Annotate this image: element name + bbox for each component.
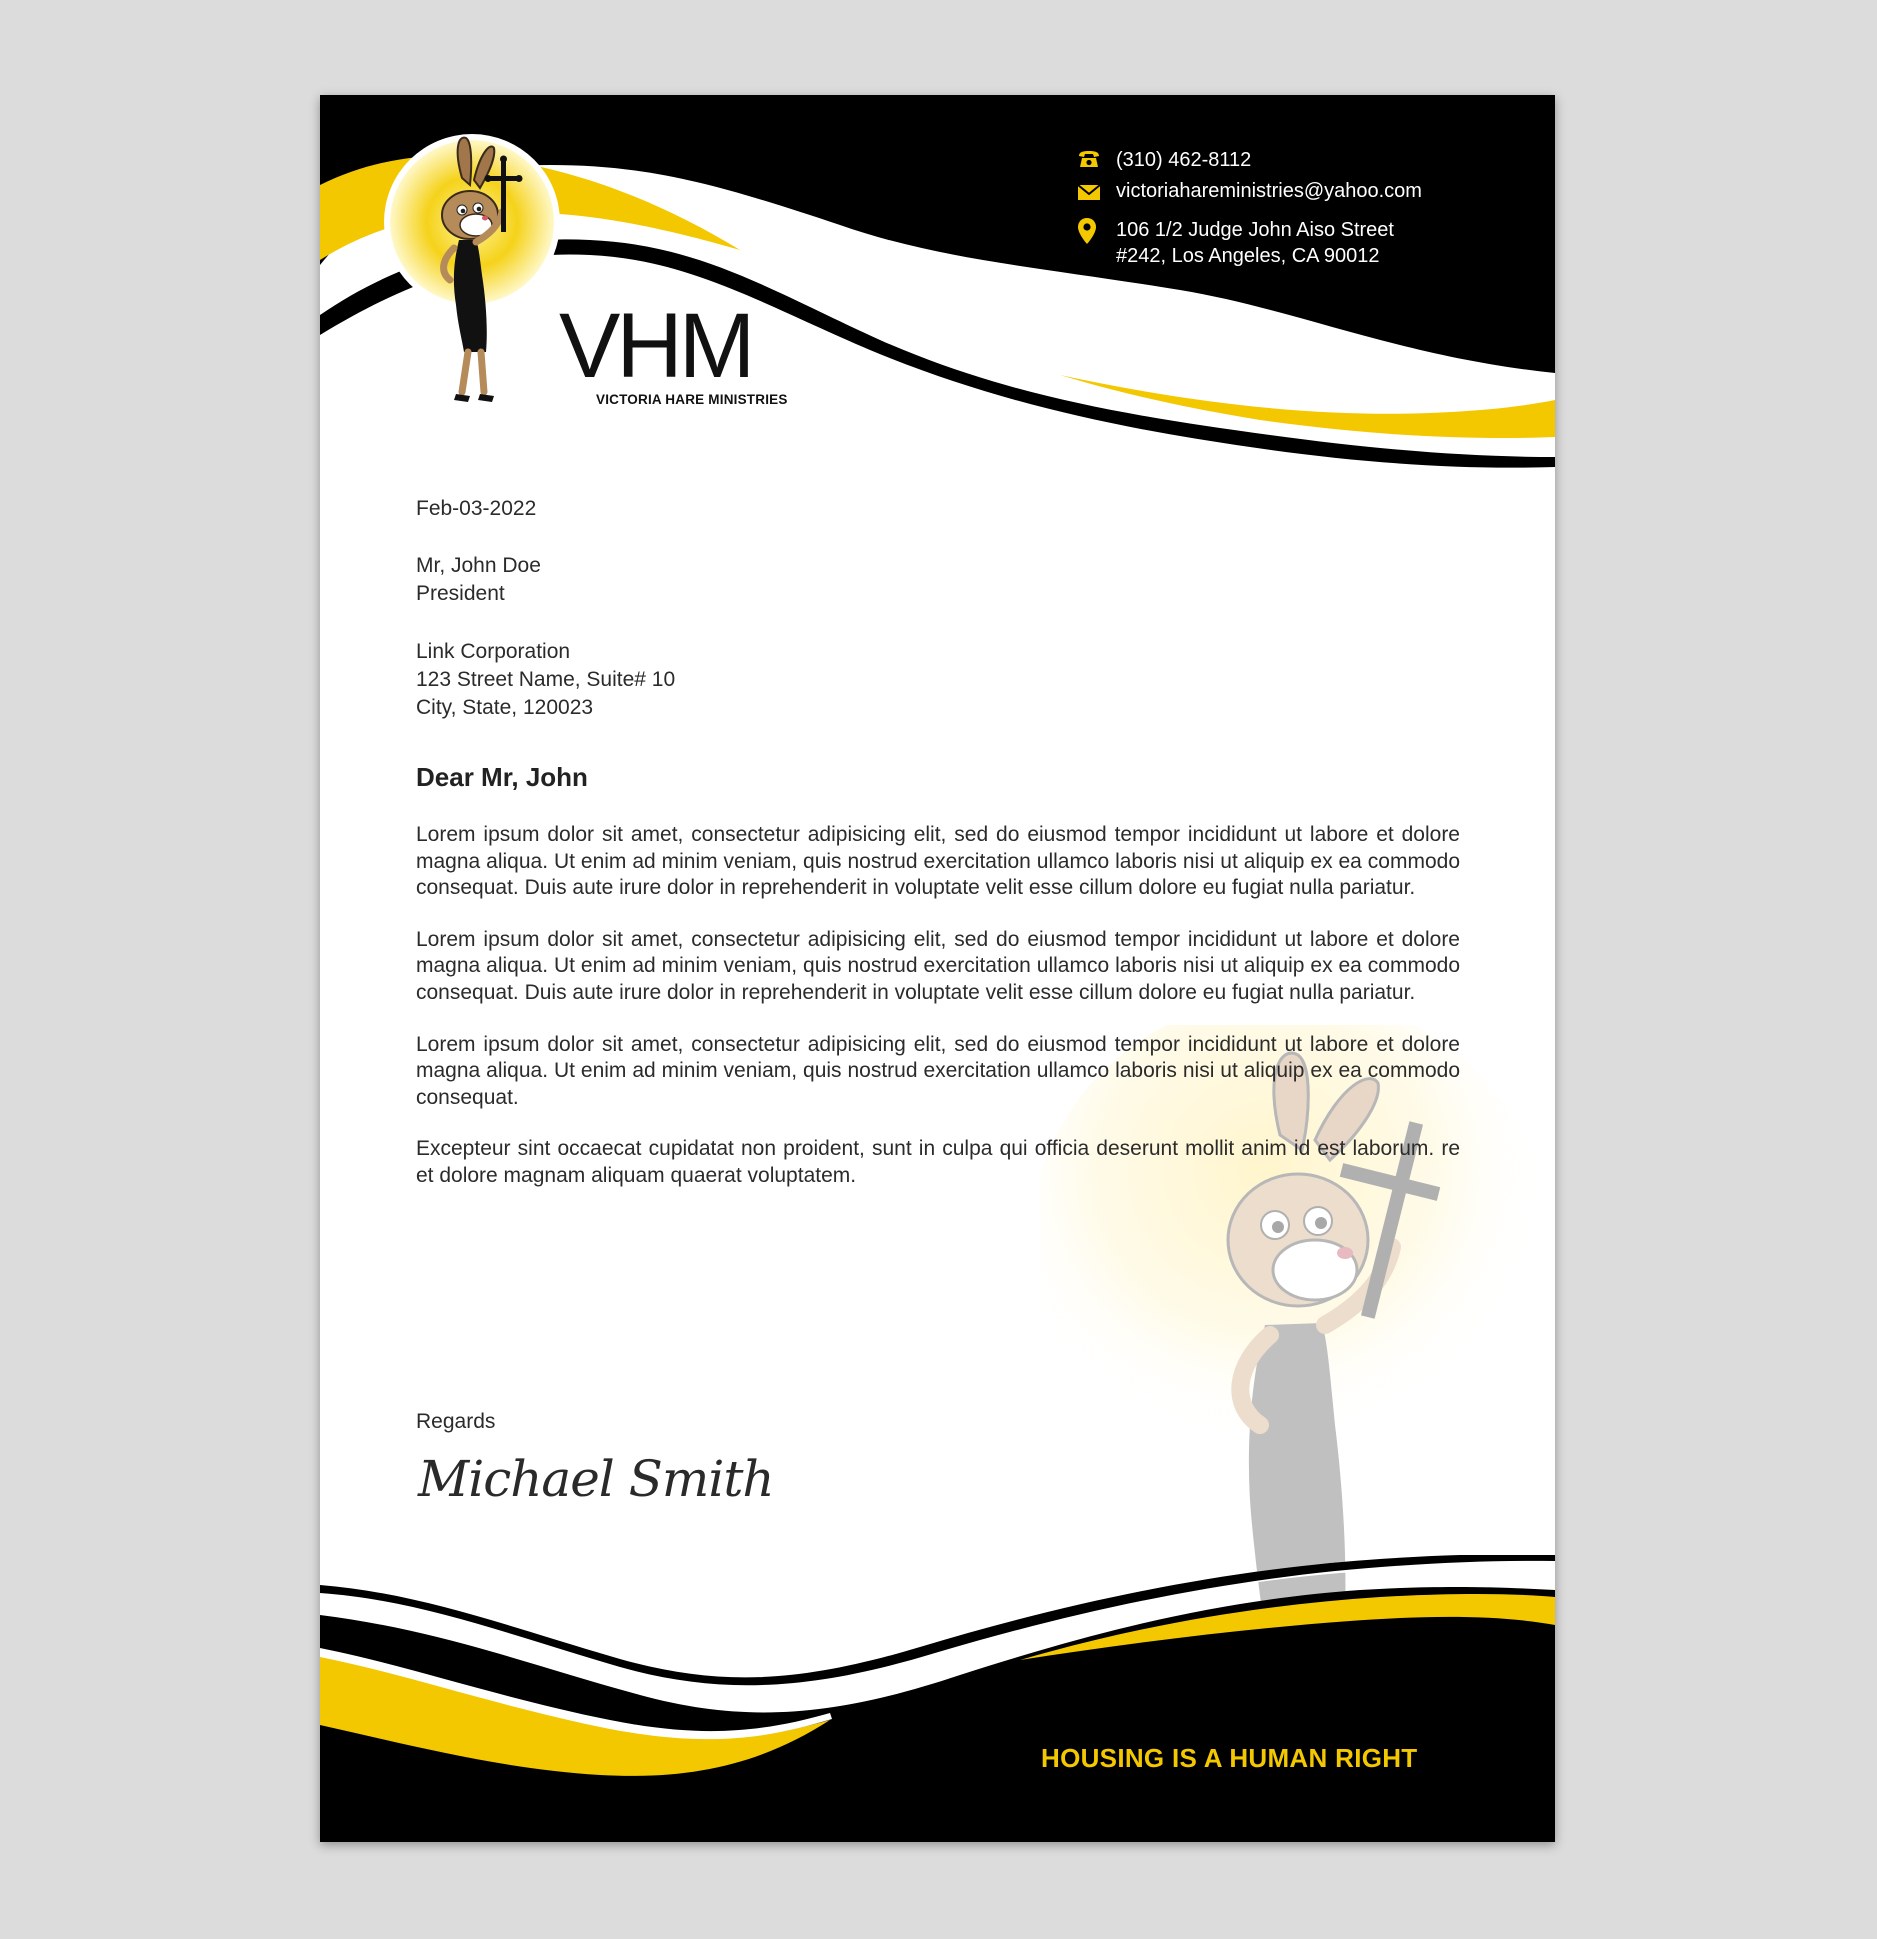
signature: Michael Smith xyxy=(418,1450,774,1508)
contact-address-row xyxy=(1077,217,1394,269)
contact-address-line2: #242, Los Angeles, CA 90012 xyxy=(1116,245,1380,267)
envelope-icon xyxy=(1077,184,1101,201)
contact-address-line1: 106 1/2 Judge John Aiso Street xyxy=(1116,219,1394,241)
letterhead-page xyxy=(320,95,1555,1842)
location-pin-icon xyxy=(1077,217,1097,245)
letter-paragraph: Lorem ipsum dolor sit amet, consectetur adipisicing elit, sed do eiusmod tempor incididunt ut labore et dolore magna aliqua. Ut enim ad minim veniam, quis nostrud exercitation ullamco laboris nisi ut aliquip ex ea commodo consequat. xyxy=(416,1032,1460,1109)
contact-email-row xyxy=(1077,178,1422,204)
recipient-title: President xyxy=(416,582,505,605)
recipient-block xyxy=(416,552,541,608)
contact-phone-row xyxy=(1077,147,1251,173)
company-name: Link Corporation xyxy=(416,640,571,663)
letter-paragraph: Lorem ipsum dolor sit amet, consectetur adipisicing elit, sed do eiusmod tempor incididunt ut labore et dolore magna aliqua. Ut enim ad minim veniam, quis nostrud exercitation ullamco laboris nisi ut aliquip ex ea commodo consequat. Duis aute irure dolor in reprehenderit in voluptate velit esse cillum dolore eu fugiat nulla pariatur. xyxy=(416,823,1460,900)
salutation: Dear Mr, John xyxy=(416,762,588,792)
letter-paragraph: Lorem ipsum dolor sit amet, consectetur adipisicing elit, sed do eiusmod tempor incididunt ut labore et dolore magna aliqua. Ut enim ad minim veniam, quis nostrud exercitation ullamco laboris nisi ut aliquip ex ea commodo consequat. Duis aute irure dolor in reprehenderit in voluptate velit esse cillum dolore eu fugiat nulla pariatur. xyxy=(416,927,1460,1004)
footer-slogan: HOUSING IS A HUMAN RIGHT xyxy=(1041,1743,1418,1773)
company-street: 123 Street Name, Suite# 10 xyxy=(416,668,676,691)
logo-monogram: VHM xyxy=(559,295,752,397)
recipient-name: Mr, John Doe xyxy=(416,554,541,577)
letter-paragraph: Excepteur sint occaecat cupidatat non proident, sunt in culpa qui officia deserunt mollit anim id est laborum. re et dolore magnam aliquam quaerat voluptatem. xyxy=(416,1137,1460,1187)
company-address-block xyxy=(416,638,675,722)
contact-phone[interactable]: (310) 462-8112 xyxy=(1116,149,1252,171)
phone-icon xyxy=(1077,149,1101,169)
logo-organization-name: VICTORIA HARE MINISTRIES xyxy=(596,392,788,407)
letter-date: Feb-03-2022 xyxy=(416,497,537,520)
footer-wave xyxy=(320,1555,1555,1842)
contact-email[interactable]: victoriahareministries@yahoo.com xyxy=(1116,180,1422,202)
closing: Regards xyxy=(416,1410,496,1433)
letter-paragraphs xyxy=(416,822,1460,1215)
company-city: City, State, 120023 xyxy=(416,696,594,719)
vhm-logo xyxy=(384,130,788,430)
